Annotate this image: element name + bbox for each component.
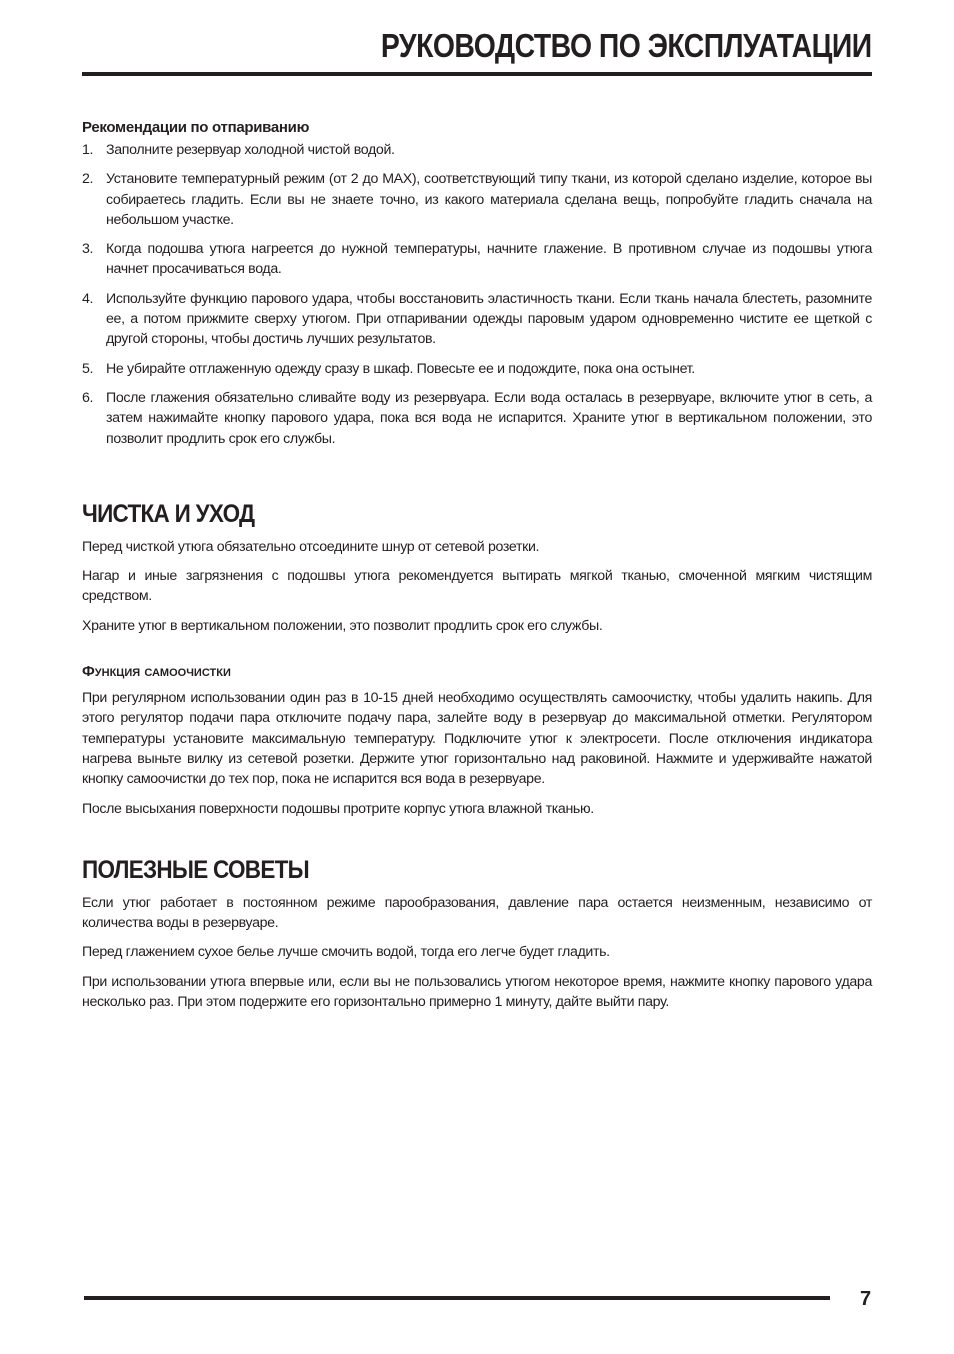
header-rule [82, 72, 872, 76]
step-text: Установите температурный режим (от 2 до MAX), соответствующий типу ткани, из которой сделано изделие, которое вы собираетесь гладить. Если вы не знаете точно, из какого материала сделана вещь, попробуйте гладить сначала на небольшом участке. [106, 171, 872, 228]
cleaning-paragraph: Нагар и иные загрязнения с подошвы утюга рекомендуется вытирать мягкой тканью, смоченной мягким чистящим средством. [82, 568, 872, 605]
tips-paragraph: Перед глажением сухое белье лучше смочить водой, тогда его легче будет гладить. [82, 944, 610, 961]
footer-rule [84, 1296, 830, 1300]
self-clean-paragraph: При регулярном использовании один раз в 10-15 дней необходимо осуществлять самоочистку, чтобы удалить накипь. Для этого регулятор подачи пара отключите подачу пара, залейте воду в резервуар до максимальной отметки. Регулятором температуры установите максимальную температуру. Подключите утюг к электросети. После отключения индикатора нагрева выньте вилку из сетевой розетки. Держите утюг горизонтально над раковиной. Нажмите и удерживайте нажатой кнопку самоочистки до тех пор, пока не испарится вся вода в резервуаре. [82, 690, 872, 788]
list-item [82, 140, 872, 160]
cleaning-paragraph: Перед чисткой утюга обязательно отсоедините шнур от сетевой розетки. [82, 538, 540, 555]
tips-paragraph: При использовании утюга впервые или, если вы не пользовались утюгом некоторое время, нажмите кнопку парового удара несколько раз. При этом подержите его горизонтально примерно 1 минуту, дайте выйти пару. [82, 973, 872, 1011]
step-number: 6. [82, 389, 94, 406]
cleaning-section-heading: ЧИСТКА И УХОД [82, 499, 255, 528]
step-number: 5. [82, 360, 94, 377]
step-text: Когда подошва утюга нагреется до нужной температуры, начните глажение. В противном случае из подошвы утюга начнет просачиваться вода. [106, 241, 872, 278]
page-content [82, 118, 872, 1021]
steaming-heading: Рекомендации по отпариванию [82, 119, 310, 136]
self-clean-paragraph: После высыхания поверхности подошвы протрите корпус утюга влажной тканью. [82, 800, 594, 817]
step-number: 4. [82, 290, 94, 307]
page-number: 7 [860, 1288, 872, 1310]
tips-section-heading: ПОЛЕЗНЫЕ СОВЕТЫ [82, 855, 309, 884]
list-item [82, 388, 872, 449]
step-number: 1. [82, 142, 94, 158]
step-text: Не убирайте отглаженную одежду сразу в шкаф. Повесьте ее и подождите, пока она остынет. [106, 360, 695, 377]
step-text: Заполните резервуар холодной чистой водой. [106, 142, 395, 158]
self-clean-heading: Функция самоочистки [82, 663, 231, 681]
tips-paragraph: Если утюг работает в постоянном режиме парообразования, давление пара остается неизменным, независимо от количества воды в резервуаре. [82, 894, 872, 932]
page-title: РУКОВОДСТВО ПО ЭКСПЛУАТАЦИИ [381, 27, 872, 64]
cleaning-paragraph: Храните утюг в вертикальном положении, это позволит продлить срок его службы. [82, 617, 603, 634]
list-item [82, 289, 872, 350]
page-header [82, 26, 872, 78]
step-text: Используйте функцию парового удара, чтобы восстановить эластичность ткани. Если ткань начала блестеть, разомните ее, а потом прижмите сверху утюгом. При отпаривании одежды паровым ударом одновременно чистите ее щеткой с другой стороны, чтобы достичь лучших результатов. [106, 290, 872, 348]
step-number: 2. [82, 171, 94, 188]
step-text: После глажения обязательно сливайте воду из резервуара. Если вода осталась в резервуаре, включите утюг в сеть, а затем нажимайте кнопку парового удара, пока вся вода не испарится. Храните утюг в вертикальном положении, это позволит продлить срок его службы. [106, 389, 872, 447]
list-item [82, 239, 872, 280]
list-item [82, 169, 872, 230]
step-number: 3. [82, 241, 94, 258]
list-item [82, 359, 872, 379]
steaming-steps-list [82, 140, 872, 449]
